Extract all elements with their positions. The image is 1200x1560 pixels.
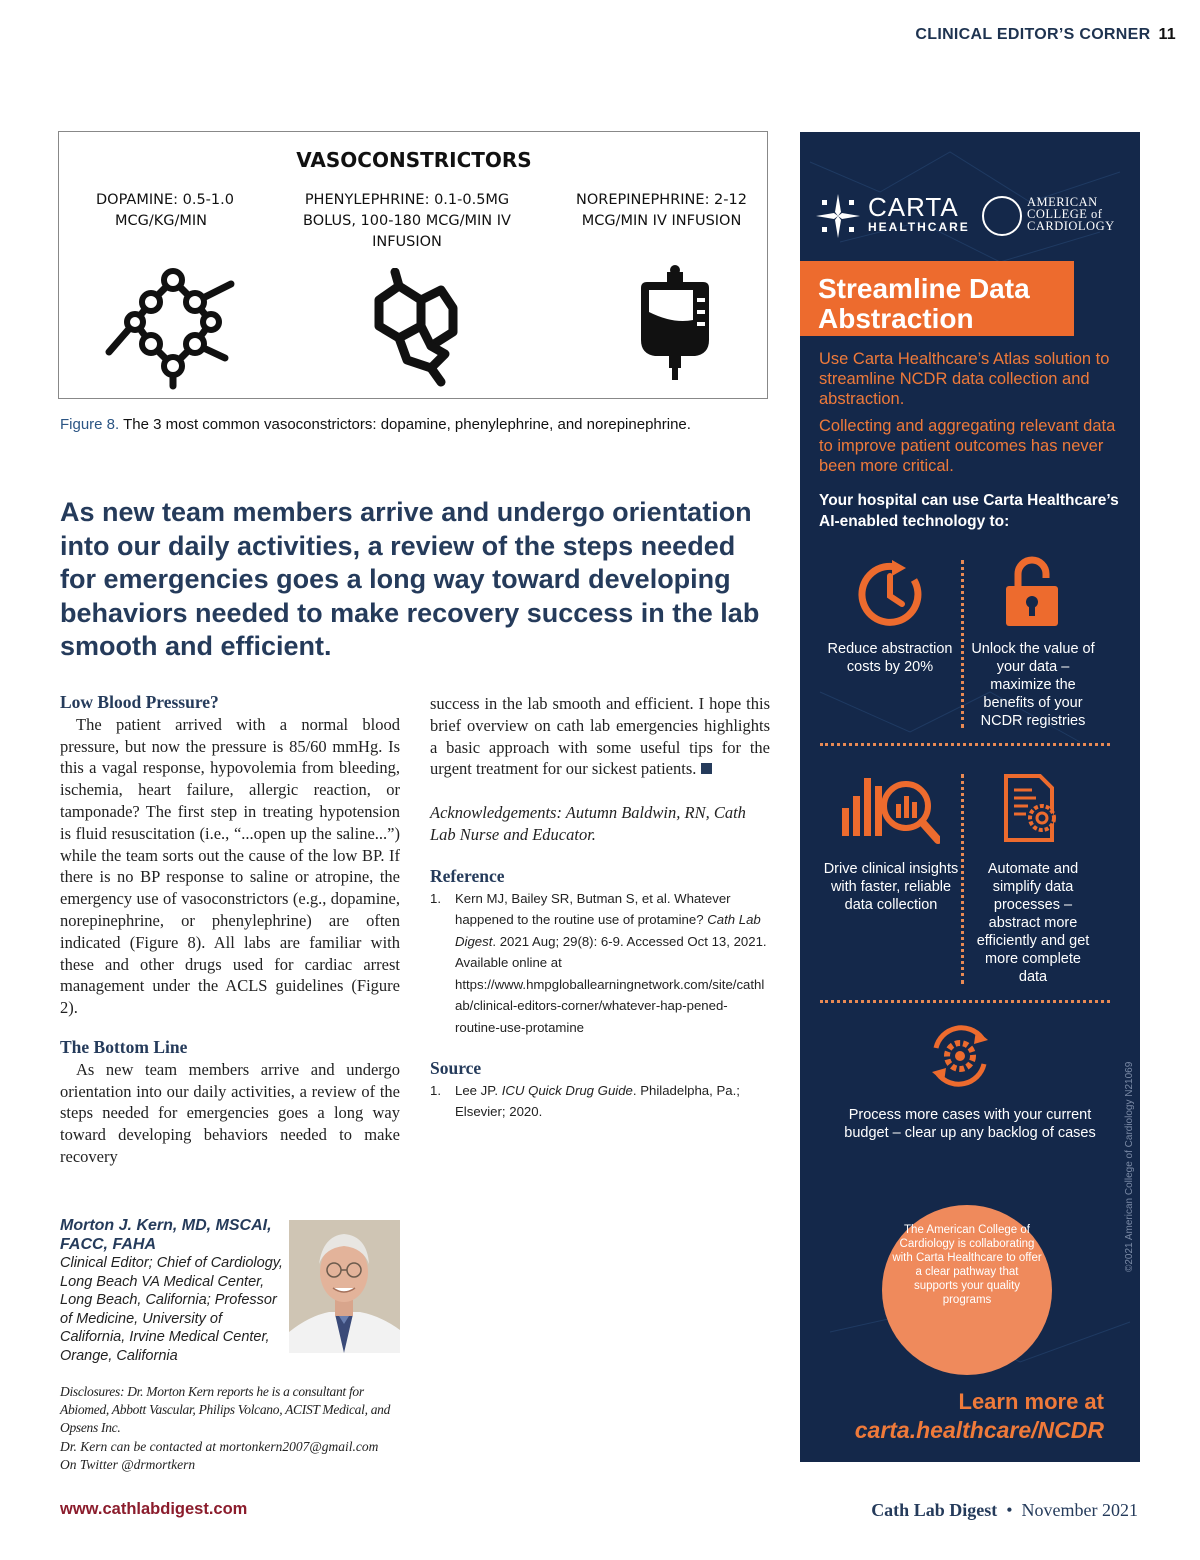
page-number: 11 bbox=[1158, 26, 1176, 43]
author-twitter-line: On Twitter @drmortkern bbox=[60, 1457, 196, 1472]
carta-wordmark bbox=[868, 194, 970, 234]
source-text: Lee JP. bbox=[455, 1082, 502, 1098]
acc-line: COLLEGE of bbox=[1027, 207, 1103, 221]
acc-seal-icon bbox=[982, 196, 1022, 236]
iv-bag-icon bbox=[637, 262, 713, 380]
section-heading-low-bp: Low Blood Pressure? bbox=[60, 692, 219, 712]
running-head bbox=[915, 26, 1176, 44]
acknowledgements: Acknowledgements: Autumn Baldwin, RN, Cath Lab Nurse and Educator. bbox=[430, 803, 746, 844]
author-contact bbox=[60, 1438, 405, 1474]
article-column-left bbox=[60, 692, 400, 1168]
acc-line: CARDIOLOGY bbox=[1027, 219, 1115, 233]
author-disclosures: Disclosures: Dr. Morton Kern reports he is a consultant for Abiomed, Abbott Vascular, Philips Volcano, ACIST Medical, and Opsens Inc. bbox=[60, 1384, 391, 1435]
drug-dose-line: MCG/KG/MIN bbox=[115, 213, 208, 229]
drug-dose-line: BOLUS, 100-180 MCG/MIN IV bbox=[303, 213, 511, 229]
feature-text-process-cases: Process more cases with your current budget – clear up any backlog of cases bbox=[844, 1107, 1096, 1141]
cta-url-link[interactable]: carta.healthcare/NCDR bbox=[854, 1417, 1104, 1443]
footer-publication bbox=[871, 1500, 1138, 1521]
reference-item bbox=[430, 888, 770, 1039]
author-title: Clinical Editor; Chief of Cardiology, Long Beach VA Medical Center, Long Beach, California; Professor of Medicine, University of California, Irvine Medical Center, Orange, California bbox=[60, 1255, 283, 1364]
cta-text: Learn more at bbox=[958, 1389, 1104, 1414]
paragraph-bottom-line-continued bbox=[430, 693, 770, 780]
gear-cycle-icon bbox=[926, 1022, 994, 1090]
carta-brand: CARTA bbox=[868, 192, 959, 222]
issue-date: November 2021 bbox=[1021, 1500, 1138, 1520]
ad-call-to-action[interactable] bbox=[855, 1388, 1104, 1444]
acc-line: AMERICAN bbox=[1027, 195, 1098, 209]
ad-copyright: ©2021 American College of Cardiology N21069 bbox=[1124, 1061, 1135, 1272]
drug-dose-line: DOPAMINE: 0.5-1.0 bbox=[96, 192, 234, 208]
paragraph-bottom-line: As new team members arrive and undergo orientation into our daily activities, a review of the steps needed for emergencies goes a long way toward developing behaviors needed to make recovery bbox=[60, 1059, 400, 1166]
section-name: CLINICAL EDITOR’S CORNER bbox=[915, 26, 1151, 43]
figure-caption-text: The 3 most common vasoconstrictors: dopamine, phenylephrine, and norepinephrine. bbox=[123, 416, 691, 433]
ad-paragraph-1: Use Carta Healthcare’s Atlas solution to streamline NCDR data collection and abstraction. bbox=[819, 350, 1110, 408]
source-text: . Philadelpha, Pa.; Elsevier; 2020. bbox=[455, 1082, 740, 1120]
author-portrait-image bbox=[289, 1220, 400, 1353]
footer-website-link[interactable]: www.cathlabdigest.com bbox=[60, 1500, 248, 1518]
reference-number: 1. bbox=[430, 890, 441, 906]
dopamine-molecule-icon bbox=[103, 262, 243, 392]
carta-healthcare-ad[interactable] bbox=[800, 132, 1140, 1462]
chart-magnifier-icon bbox=[840, 774, 940, 844]
ad-paragraph-2: Collecting and aggregating relevant data to improve patient outcomes has never been more critical. bbox=[819, 417, 1116, 475]
end-mark-icon bbox=[701, 763, 712, 774]
author-name: Morton J. Kern, MD, MSCAI, FACC, FAHA bbox=[60, 1217, 272, 1253]
feature-text-unlock-value: Unlock the value of your data – maximize the benefits of your NCDR registries bbox=[971, 641, 1095, 729]
publication-name: Cath Lab Digest bbox=[871, 1500, 998, 1520]
unlock-icon bbox=[1004, 556, 1060, 628]
reference-journal: Cath Lab Digest bbox=[455, 912, 761, 949]
ad-headline bbox=[818, 274, 1030, 334]
drug-dopamine bbox=[75, 190, 255, 232]
article-column-right bbox=[430, 693, 770, 1123]
carta-brand-sub: HEALTHCARE bbox=[868, 220, 970, 234]
reference-heading: Reference bbox=[430, 865, 505, 886]
acc-wordmark bbox=[1027, 196, 1115, 232]
drug-dose-line: NOREPINEPHRINE: 2-12 bbox=[576, 192, 747, 208]
document-gear-icon bbox=[1002, 774, 1062, 842]
source-number: 1. bbox=[430, 1082, 441, 1098]
figure-caption bbox=[60, 416, 780, 433]
section-heading-bottom-line: The Bottom Line bbox=[60, 1036, 188, 1057]
divider-horizontal bbox=[820, 1000, 1110, 1003]
footer-separator: • bbox=[1006, 1500, 1013, 1520]
ad-paragraph-3: Your hospital can use Carta Healthcare’s AI-enabled technology to: bbox=[819, 492, 1119, 530]
source-item bbox=[430, 1080, 770, 1123]
source-title: ICU Quick Drug Guide bbox=[501, 1082, 633, 1098]
pull-quote: As new team members arrive and undergo orientation into our daily activities, a review of the steps needed for emergencies goes a long way toward developing behaviors needed to make recovery success in the lab smooth and efficient. bbox=[60, 497, 760, 661]
author-email-line: Dr. Kern can be contacted at mortonkern2007@gmail.com bbox=[60, 1439, 379, 1454]
reference-text: Kern MJ, Bailey SR, Butman S, et al. Whatever happened to the routine use of protamine? bbox=[455, 890, 731, 928]
figure-box bbox=[58, 131, 768, 399]
acc-collaboration-text: The American College of Cardiology is collaborating with Carta Healthcare to offer a clear pathway that supports your quality programs bbox=[892, 1224, 1042, 1306]
feature-text-reduce-costs: Reduce abstraction costs by 20% bbox=[827, 641, 953, 675]
drug-norepinephrine bbox=[569, 190, 754, 232]
paragraph-low-bp: The patient arrived with a normal blood pressure, but now the pressure is 85/60 mmHg. Is this a vagal response, hypovolemia from bleeding, ischemia, heart failure, allergic reaction, or tamponade? The first step in treating hypotension is fluid resuscitation (i.e., “...open up the saline...”) while the team sorts out the cause of the low BP. If there is no BP response to saline or atropine, the emergency use of vasoconstrictors (e.g., dopamine, norepinephrine, or phenylephrine) are often indicated (Figure 8). All labs are familiar with these and other drugs used for cardiac arrest management under the ACLS guidelines (Figure 2). bbox=[60, 714, 400, 1018]
feature-text-automate: Automate and simplify data processes – abstract more efficiently and get more complete data bbox=[976, 861, 1090, 985]
divider-horizontal bbox=[820, 743, 1110, 746]
carta-star-logo-icon bbox=[814, 192, 862, 240]
author-block bbox=[60, 1216, 285, 1365]
feature-text-clinical-insights: Drive clinical insights with faster, reliable data collection bbox=[823, 861, 959, 913]
drug-dose-line: INFUSION bbox=[372, 234, 442, 250]
drug-phenylephrine bbox=[287, 190, 527, 253]
figure-title: VASOCONSTRICTORS bbox=[296, 148, 532, 172]
drug-dose-line: PHENYLEPHRINE: 0.1-0.5MG bbox=[304, 192, 510, 208]
drug-dose-line: MCG/MIN IV INFUSION bbox=[581, 213, 742, 229]
source-heading: Source bbox=[430, 1058, 482, 1079]
author-photo bbox=[289, 1220, 400, 1353]
phenylephrine-molecule-icon bbox=[365, 268, 461, 388]
ad-headline-line: Streamline Data bbox=[818, 273, 1030, 304]
figure-caption-label: Figure 8. bbox=[60, 416, 120, 433]
reference-text: . 2021 Aug; 29(8): 6-9. Accessed Oct 13, 2021. Available online at https://www.hmpgloballearningnetwork.com/site/cathlab/clinical-editors-corner/whatever-hap-pened-routine-use-protamine bbox=[455, 933, 767, 1035]
paragraph-text: success in the lab smooth and efficient. I hope this brief overview on cath lab emergencies highlights a basic approach with some useful tips for the urgent treatment for our sickest patients. bbox=[430, 694, 770, 779]
ad-headline-line: Abstraction bbox=[818, 303, 974, 334]
clock-icon bbox=[856, 560, 924, 628]
divider-vertical bbox=[961, 560, 964, 728]
